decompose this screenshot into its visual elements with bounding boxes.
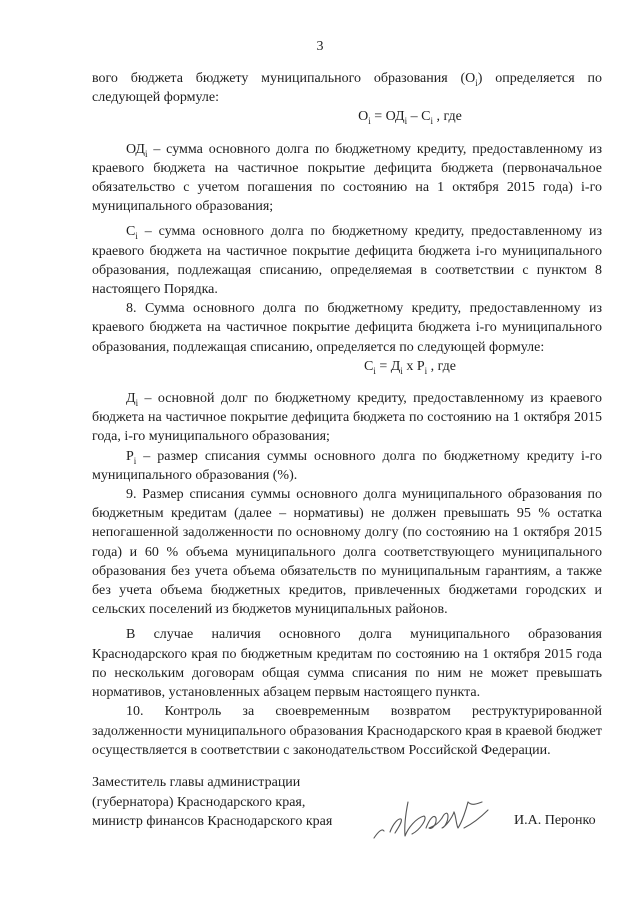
formula-oi: $О_i = ОД_i - С_i$ , где	[358, 109, 462, 127]
paragraph-intro: вого бюджета бюджету муниципального образования $(О_i)$ определяется по следующей формуле:	[92, 71, 602, 106]
paragraph-odi-definition: $ОД_i$ – сумма основного долга по бюджетному кредиту, предоставленному из краевого бюджета на частичное покрытие дефицита бюджета (первоначальное обязательство с учетом погашения по состоянию на 1 октября 2015 года) i-го муниципального образования;	[92, 141, 602, 215]
paragraph-item-8: 8. Сумма основного долга по бюджетному кредиту, предоставленному из краевого бюджета на частичное покрытие дефицита бюджета i-го муниципального образования, подлежащая списанию, определяется по следующей формуле:	[92, 301, 602, 355]
signatory-name: И.А. Перонко	[514, 813, 596, 828]
paragraph-di-definition: $Д_i$ – основной долг по бюджетному кредиту, предоставленному из краевого бюджета на частичное покрытие дефицита бюджета по состоянию на 1 октября 2015 года, i-го муниципального образования;	[92, 391, 602, 445]
paragraph-item-9-second: В случае наличия основного долга муниципального образования Краснодарского края по бюджетным кредитам по состоянию на 1 октября 2015 года по нескольким договорам общая сумма списания по ним не может превышать нормативов, установленных абзацем первым настоящего пункта.	[92, 627, 602, 701]
paragraph-item-10: 10. Контроль за своевременным возвратом реструктурированной задолженности муниципального образования Краснодарского края в краевой бюджет осуществляется в соответствии с законодательством Российской Федерации.	[92, 704, 602, 758]
document-body	[92, 69, 602, 760]
formula-ci: $С_i = Д_i$ х $Р_i$ , где	[363, 358, 457, 376]
signatory-title	[92, 773, 412, 832]
handwritten-signature	[368, 788, 498, 846]
page-number: 3	[316, 39, 324, 54]
paragraph-pi-definition: $Р_i$ – размер списания суммы основного долга по бюджетному кредиту i-го муниципального образования (%).	[92, 448, 602, 483]
signatory-line-2: (губернатора) Краснодарского края,	[92, 794, 306, 810]
paragraph-ci-definition: $С_i$ – сумма основного долга по бюджетному кредиту, предоставленному из краевого бюджета на частичное покрытие дефицита бюджета i-го муниципального образования, подлежащая списанию, определяемая в соответствии с пунктом 8 настоящего Порядка.	[92, 224, 602, 298]
signatory-line-3: министр финансов Краснодарского края	[92, 814, 333, 829]
signatory-line-1: Заместитель главы администрации	[92, 775, 301, 790]
paragraph-item-9: 9. Размер списания суммы основного долга муниципального образования по бюджетным кредитам (далее – нормативы) не должен превышать 95 % остатка непогашенной задолженности по основному долгу (по состоянию на 1 октября 2015 года) и 60 % объема муниципального долга соответствующего муниципального образования без учета объема обязательств по муниципальным гарантиям, а также без учета объема бюджетных кредитов, привлеченных бюджетами городских и сельских поселений из бюджетов муниципальных районов.	[92, 487, 602, 618]
